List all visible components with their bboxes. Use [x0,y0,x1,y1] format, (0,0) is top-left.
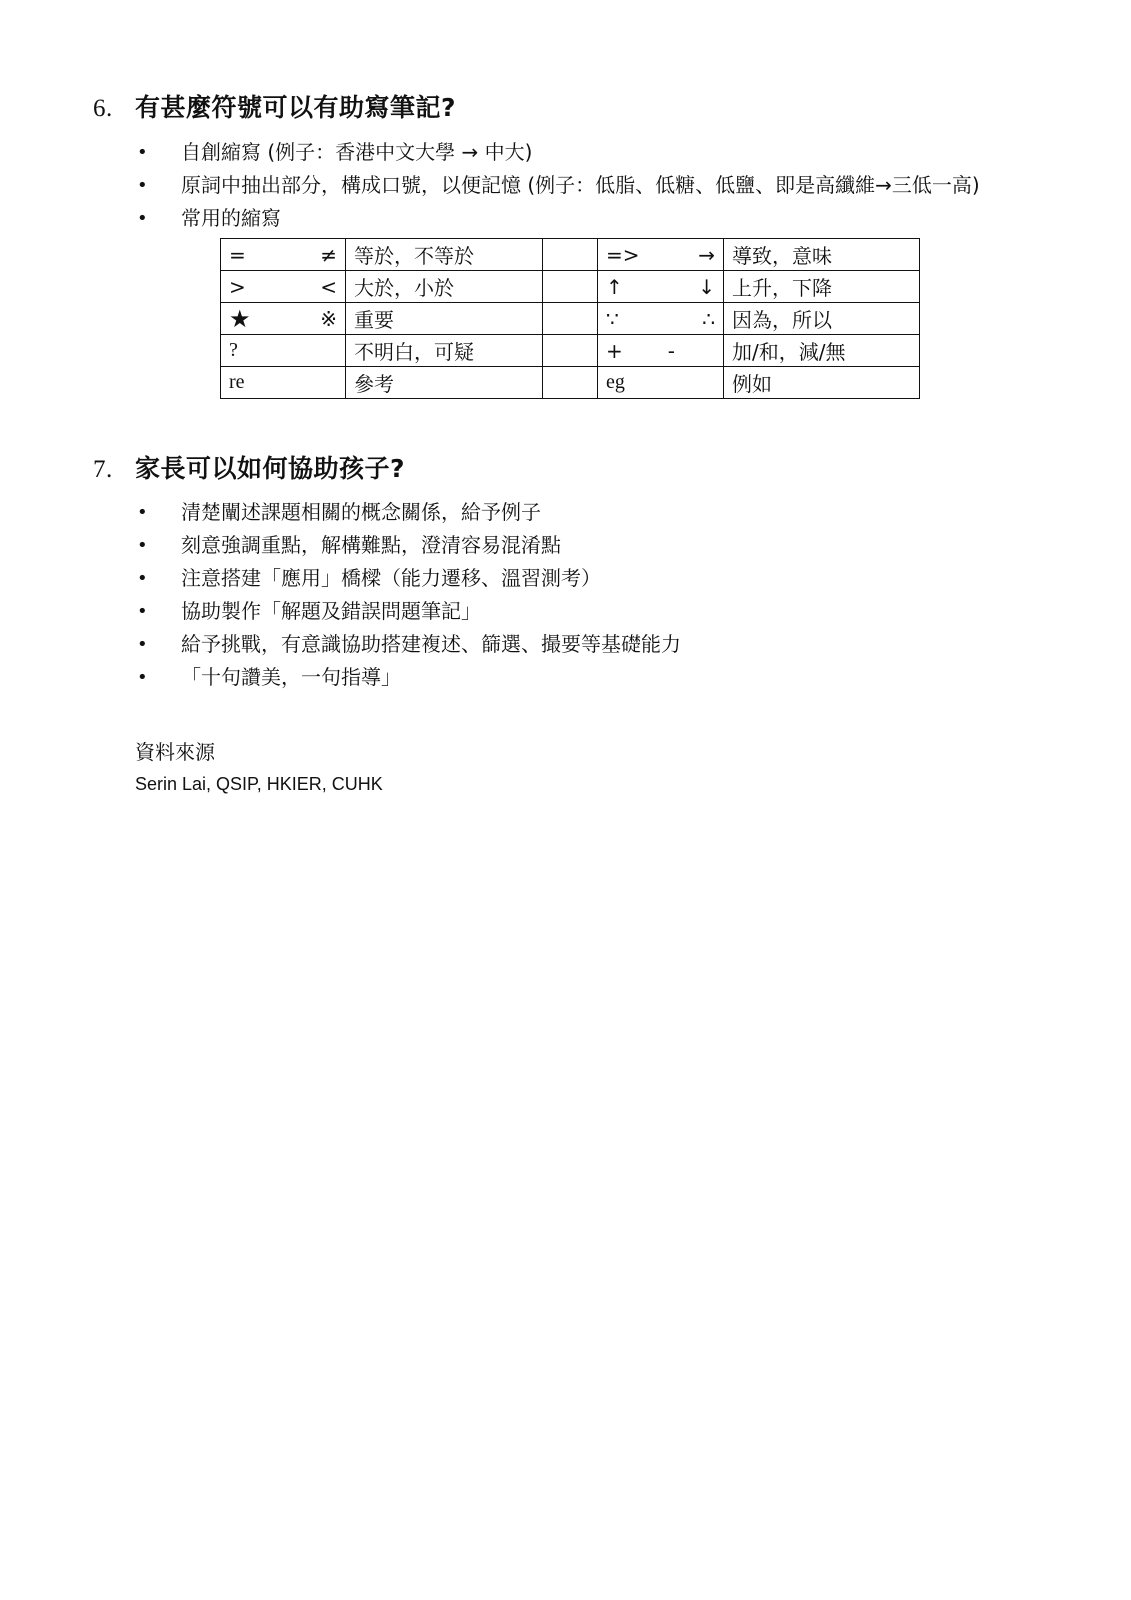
table-row [221,303,920,335]
symbol-cell [221,239,346,271]
symbol-cell [221,335,346,367]
section-7-number: 7. [93,456,113,483]
spacer-cell [543,271,598,303]
symbol-cell [598,271,724,303]
spacer-cell [543,239,598,271]
symbol-cell [221,271,346,303]
therefore-icon: ∴ [702,306,715,331]
meaning-cell: 因為，所以 [724,303,920,335]
symbol: ≠ [320,242,337,267]
bullet-text: 刻意強調重點，解構難點，澄清容易混淆點 [181,533,561,557]
bullet-icon: • [137,634,148,655]
bullet-text: 原詞中抽出部分，構成口號，以便記憶 (例子：低脂、低糖、低鹽、即是高纖維→三低一高) [181,173,980,197]
symbol: + [606,338,623,363]
star-icon: ★ [229,304,251,333]
bullet-icon: • [137,535,148,556]
symbol-cell [598,335,724,367]
meaning-cell: 上升，下降 [724,271,920,303]
table-row [221,271,920,303]
bullet-icon: • [137,502,148,523]
symbol: ? [229,339,238,361]
section-6-title: 有甚麼符號可以有助寫筆記? [135,93,457,122]
symbol: = [229,242,246,267]
bullet-icon: • [137,667,148,688]
bullet-text: 協助製作「解題及錯誤問題筆記」 [181,599,481,623]
meaning-cell: 導致，意味 [724,239,920,271]
meaning-cell: 等於，不等於 [346,239,543,271]
symbol: re [229,371,245,393]
bullet-icon: • [137,568,148,589]
section-6-number: 6. [93,95,113,122]
spacer-cell [543,303,598,335]
source-label: 資料來源 [135,740,215,764]
bullet-text: 給予挑戰，有意識協助搭建複述、篩選、撮要等基礎能力 [181,632,681,656]
symbol: < [320,274,337,299]
symbol: → [698,242,715,267]
source-text: Serin Lai, QSIP, HKIER, CUHK [135,774,383,794]
symbol-cell [221,367,346,399]
meaning-cell: 加/和，減/無 [724,335,920,367]
section-6-heading [93,88,456,124]
bullet-text: 自創縮寫 (例子：香港中文大學 → 中大) [181,140,533,164]
symbol: - [667,338,675,363]
bullet-icon: • [137,175,148,196]
table-row [221,239,920,271]
section-7-heading [93,449,405,485]
meaning-cell: 不明白，可疑 [346,335,543,367]
bullet-text: 注意搭建「應用」橋樑（能力遷移、溫習測考） [181,566,601,590]
symbol: > [229,274,246,299]
bullet-icon: • [137,142,148,163]
symbol: => [606,242,640,267]
meaning-cell: 參考 [346,367,543,399]
spacer-cell [543,335,598,367]
meaning-cell: 例如 [724,367,920,399]
bullet-icon: • [137,601,148,622]
bullet-icon: • [137,208,148,229]
symbol: eg [606,371,625,393]
symbol: ↓ [698,274,715,299]
table-row [221,367,920,399]
section-7-title: 家長可以如何協助孩子? [135,454,406,483]
symbol-cell [598,303,724,335]
bullet-text: 清楚闡述課題相關的概念關係，給予例子 [181,500,541,524]
abbreviation-table [220,238,920,399]
spacer-cell [543,367,598,399]
symbol: ↑ [606,274,623,299]
symbol-cell [598,367,724,399]
reference-mark-icon: ※ [320,306,337,331]
symbol-cell [598,239,724,271]
meaning-cell: 大於，小於 [346,271,543,303]
meaning-cell: 重要 [346,303,543,335]
because-icon: ∵ [606,306,619,331]
table-row [221,335,920,367]
bullet-text: 「十句讚美，一句指導」 [181,665,401,689]
symbol-cell [221,303,346,335]
bullet-text: 常用的縮寫 [181,206,281,230]
